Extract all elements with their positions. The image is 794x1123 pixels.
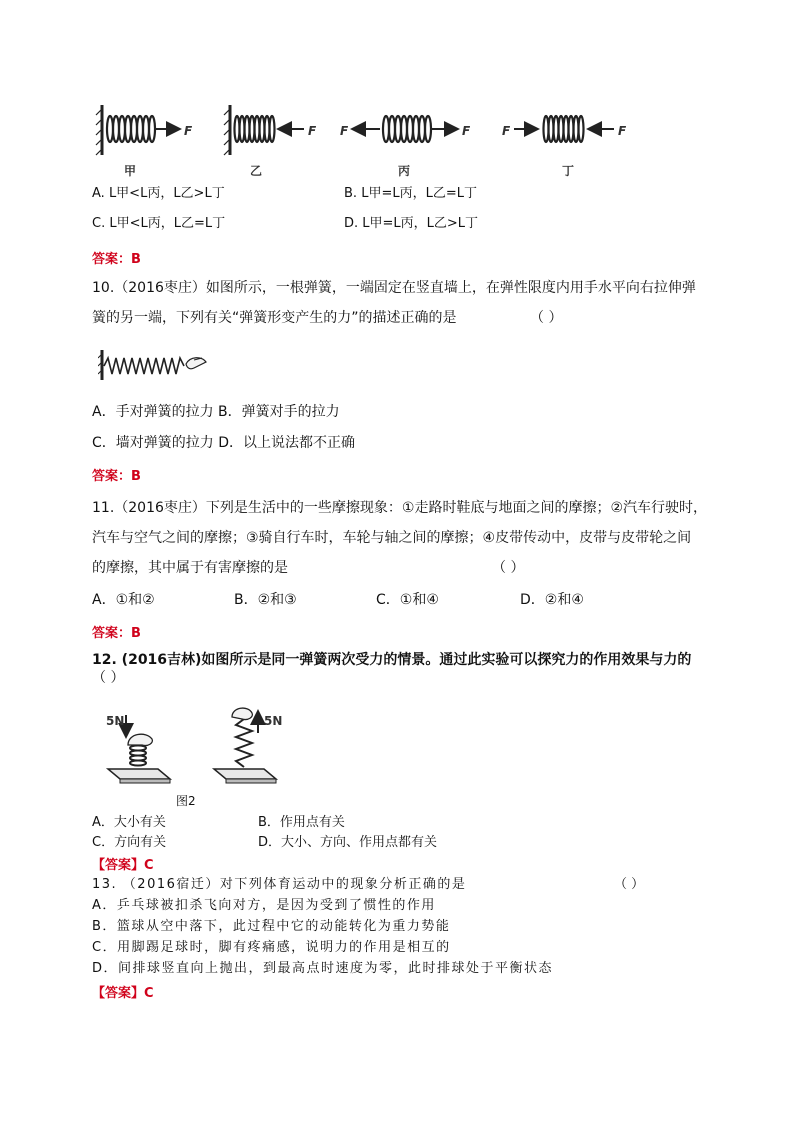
q10-answer: 答案：B [92,469,141,484]
spring-hand-figure-q10 [98,348,210,382]
q11-answer: 答案：B [92,626,141,641]
q11-stem-line3: 的摩擦，其中属于有害摩擦的是 [92,560,288,576]
force-label-right: 5N [264,714,283,728]
q13-bracket: （ ） [614,877,645,892]
q13-option-c: C．用脚踢足球时，脚有疼痛感，说明力的作用是相互的 [92,940,451,955]
q12-stem-line2: （ ） [92,670,125,686]
q12-option-b: B．作用点有关 [258,815,345,830]
q10-bracket: （ ） [530,310,563,326]
q9-option-c: C. L甲<L丙，L乙=L丁 [92,216,226,231]
q10-stem-line1: 10.（2016枣庄）如图所示，一根弹簧，一端固定在竖直墙上，在弹性限度内用手水平向右拉伸弹 [92,280,696,296]
q9-option-a: A. L甲<L丙，L乙>L丁 [92,186,225,201]
q10-stem-line2: 簧的另一端，下列有关“弹簧形变产生的力”的描述正确的是 [92,310,457,326]
force-label-left: 5N [106,714,125,728]
spring-ding [514,116,614,142]
q12-answer: 【答案】C [92,858,154,873]
q13-option-b: B．篮球从空中落下，此过程中它的动能转化为重力势能 [92,919,451,934]
force-label-jia: F [184,124,193,138]
q13-option-d: D．间排球竖直向上抛出，到最高点时速度为零，此时排球处于平衡状态 [92,961,554,976]
spring-jia [96,105,180,155]
force-label-yi: F [308,124,317,138]
spring-figure-q9 [90,95,650,185]
q11-option-d: D．②和④ [520,592,584,608]
force-label-bing-left: F [340,124,349,138]
q13-stem: 13. （2016宿迁）对下列体育运动中的现象分析正确的是 [92,877,467,892]
force-label-bing-right: F [462,124,471,138]
q13-answer: 【答案】C [92,986,154,1001]
fig-label-jia: 甲 [124,164,137,178]
spring-bing [352,116,458,142]
fig-label-yi: 乙 [250,164,263,178]
spring-yi [224,105,304,155]
q11-option-a: A．①和② [92,592,155,608]
spring-press-figure-q12 [98,703,298,803]
q10-options-row2: C．墙对弹簧的拉力 D．以上说法都不正确 [92,435,356,451]
q11-option-c: C．①和④ [376,592,439,608]
q12-option-d: D．大小、方向、作用点都有关 [258,835,438,850]
q12-option-a: A．大小有关 [92,815,166,830]
q11-stem-line1: 11.（2016枣庄）下列是生活中的一些摩擦现象：①走路时鞋底与地面之间的摩擦；②汽车行驶时， [92,500,707,516]
force-label-ding-right: F [618,124,627,138]
q12-stem-line1: 12. (2016吉林)如图所示是同一弹簧两次受力的情景。通过此实验可以探究力的作用效果与力的 [92,652,692,668]
fig-label-ding: 丁 [562,164,575,178]
q9-option-b: B. L甲=L丙，L乙=L丁 [344,186,477,201]
force-label-ding-left: F [502,124,511,138]
q11-stem-line2: 汽车与空气之间的摩擦；③骑自行车时，车轮与轴之间的摩擦；④皮带传动中，皮带与皮带轮之间 [92,530,692,546]
q11-option-b: B．②和③ [234,592,297,608]
q9-answer: 答案：B [92,252,141,267]
q12-option-c: C．方向有关 [92,835,167,850]
q10-options-row1: A．手对弹簧的拉力 B．弹簧对手的拉力 [92,404,340,420]
fig-label-bing: 丙 [398,164,411,178]
q9-option-d: D. L甲=L丙，L乙>L丁 [344,216,479,231]
q12-figure-caption: 图2 [176,794,196,808]
q11-bracket: （ ） [492,560,525,576]
q13-option-a: A．乒乓球被扣杀飞向对方，是因为受到了惯性的作用 [92,898,436,913]
